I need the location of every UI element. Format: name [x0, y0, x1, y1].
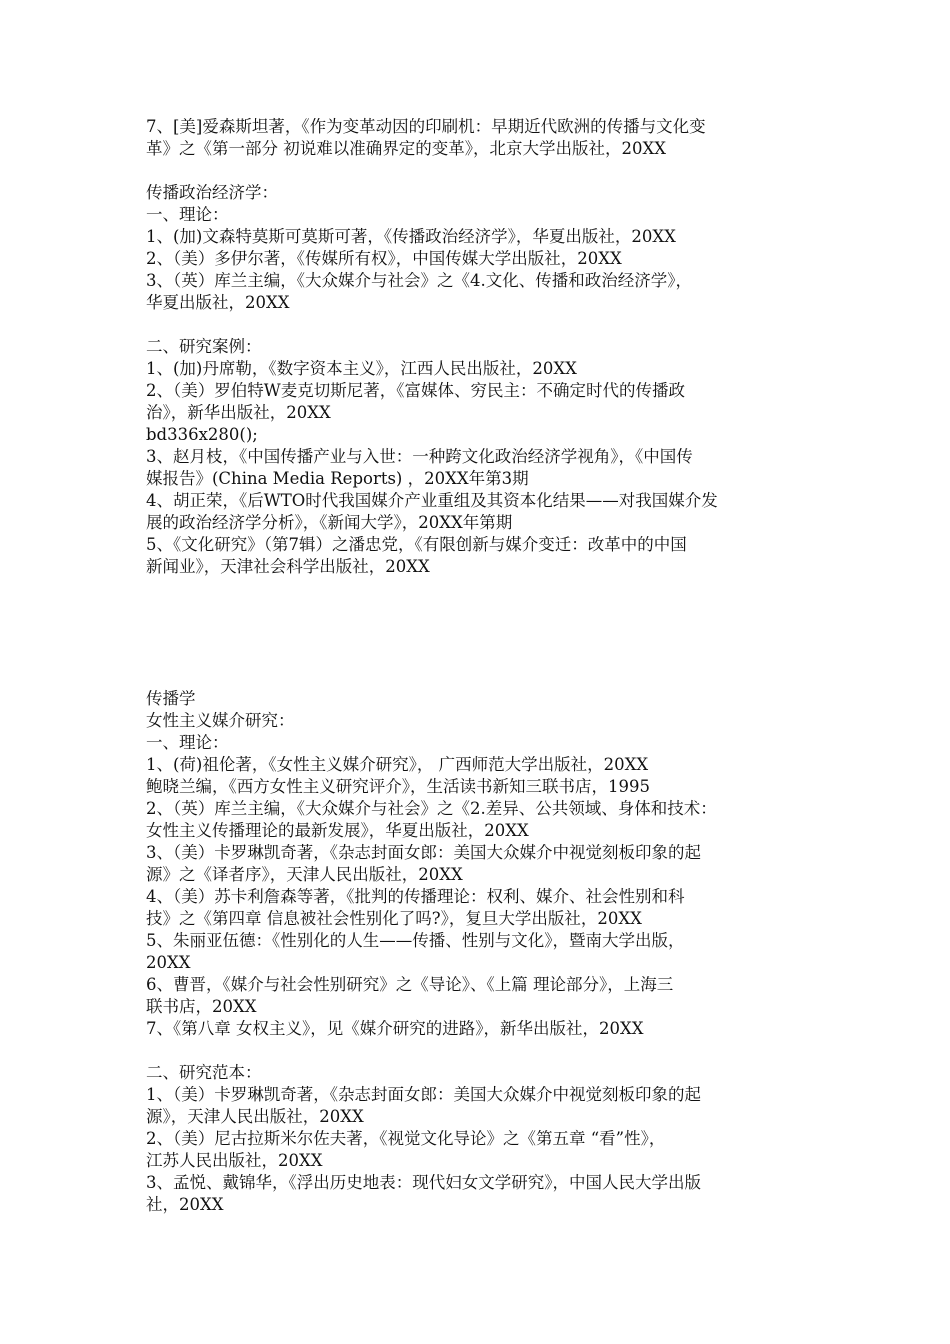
- page-gap: [146, 578, 826, 688]
- text-line: bd336x280();: [146, 425, 258, 444]
- text-line: 2、（美）罗伯特W麦克切斯尼著，《富媒体、穷民主：不确定时代的传播政: [146, 381, 685, 400]
- text-line: 2、（美）多伊尔著，《传媒所有权》，中国传媒大学出版社，20XX: [146, 249, 622, 268]
- text-line: 江苏人民出版社，20XX: [146, 1151, 323, 1170]
- section-feminist-media-theory: [146, 688, 826, 1040]
- text-line: 3、（美）卡罗琳凯奇著，《杂志封面女郎：美国大众媒介中视觉刻板印象的起: [146, 843, 701, 862]
- text-line: 5、《文化研究》（第7辑）之潘忠党，《有限创新与媒介变迁：改革中的中国: [146, 535, 687, 554]
- text-line: 4、胡正荣，《后WTO时代我国媒介产业重组及其资本化结果——对我国媒介发: [146, 491, 718, 510]
- text-line: 4、（美）苏卡利詹森等著，《批判的传播理论：权利、媒介、社会性别和科: [146, 887, 685, 906]
- text-line: 女性主义传播理论的最新发展》，华夏出版社，20XX: [146, 821, 529, 840]
- text-line: 2、（英）库兰主编，《大众媒介与社会》之《2.差异、公共领域、身体和技术：: [146, 799, 717, 818]
- text-line: 源》，天津人民出版社，20XX: [146, 1107, 364, 1126]
- reference-block-printing-press: [146, 116, 826, 160]
- subsection-heading: 二、研究案例：: [146, 337, 262, 356]
- section-political-economy-theory: [146, 182, 826, 314]
- text-line: 1、(加)丹席勒，《数字资本主义》，江西人民出版社，20XX: [146, 359, 577, 378]
- text-line: 2、（美）尼古拉斯米尔佐夫著，《视觉文化导论》之《第五章 “看”性》，: [146, 1129, 666, 1148]
- text-line: 3、（英）库兰主编，《大众媒介与社会》之《4.文化、传播和政治经济学》，: [146, 271, 692, 290]
- text-line: 源》之《译者序》，天津人民出版社，20XX: [146, 865, 463, 884]
- text-line: 7、《第八章 女权主义》，见《媒介研究的进路》，新华出版社，20XX: [146, 1019, 644, 1038]
- text-line: 华夏出版社，20XX: [146, 293, 290, 312]
- text-line: 联书店，20XX: [146, 997, 257, 1016]
- subsection-heading: 二、研究范本：: [146, 1063, 262, 1082]
- text-line: 5、朱丽亚伍德：《性别化的人生——传播、性别与文化》，暨南大学出版，: [146, 931, 685, 950]
- section-heading: 传播政治经济学：: [146, 183, 278, 202]
- text-line: 1、(荷)祖伦著，《女性主义媒介研究》， 广西师范大学出版社，20XX: [146, 755, 649, 774]
- document-page: [146, 116, 826, 1216]
- subsection-heading: 一、理论：: [146, 205, 229, 224]
- text-line: 治》，新华出版社，20XX: [146, 403, 331, 422]
- text-line: 3、赵月枝，《中国传播产业与入世：一种跨文化政治经济学视角》，《中国传: [146, 447, 693, 466]
- text-line: 革》之《第一部分 初说难以准确界定的变革》，北京大学出版社，20XX: [146, 139, 666, 158]
- text-line: 媒报告》(China Media Reports) ，20XX年第3期: [146, 469, 529, 488]
- section-political-economy-cases: [146, 336, 826, 578]
- blank-line: [146, 160, 826, 182]
- section-heading: 女性主义媒介研究：: [146, 711, 295, 730]
- text-line: 鲍晓兰编，《西方女性主义研究评介》，生活读书新知三联书店，1995: [146, 777, 650, 796]
- text-line: 7、[美]爱森斯坦著，《作为变革动因的印刷机：早期近代欧洲的传播与文化变: [146, 117, 706, 136]
- text-line: 3、孟悦、戴锦华，《浮出历史地表：现代妇女文学研究》，中国人民大学出版: [146, 1173, 701, 1192]
- text-line: 社，20XX: [146, 1195, 224, 1214]
- text-line: 技》之《第四章 信息被社会性别化了吗?》，复旦大学出版社，20XX: [146, 909, 642, 928]
- text-line: 1、（美）卡罗琳凯奇著，《杂志封面女郎：美国大众媒介中视觉刻板印象的起: [146, 1085, 701, 1104]
- blank-line: [146, 314, 826, 336]
- blank-line: [146, 1040, 826, 1062]
- text-line: 新闻业》，天津社会科学出版社，20XX: [146, 557, 430, 576]
- text-line: 6、曹晋，《媒介与社会性别研究》之《导论》、《上篇 理论部分》，上海三: [146, 975, 674, 994]
- text-line: 1、(加)文森特莫斯可莫斯可著，《传播政治经济学》，华夏出版社，20XX: [146, 227, 676, 246]
- section-heading: 传播学: [146, 689, 196, 708]
- subsection-heading: 一、理论：: [146, 733, 229, 752]
- text-line: 20XX: [146, 953, 191, 972]
- section-feminist-media-examples: [146, 1062, 826, 1216]
- text-line: 展的政治经济学分析》，《新闻大学》，20XX年第期: [146, 513, 513, 532]
